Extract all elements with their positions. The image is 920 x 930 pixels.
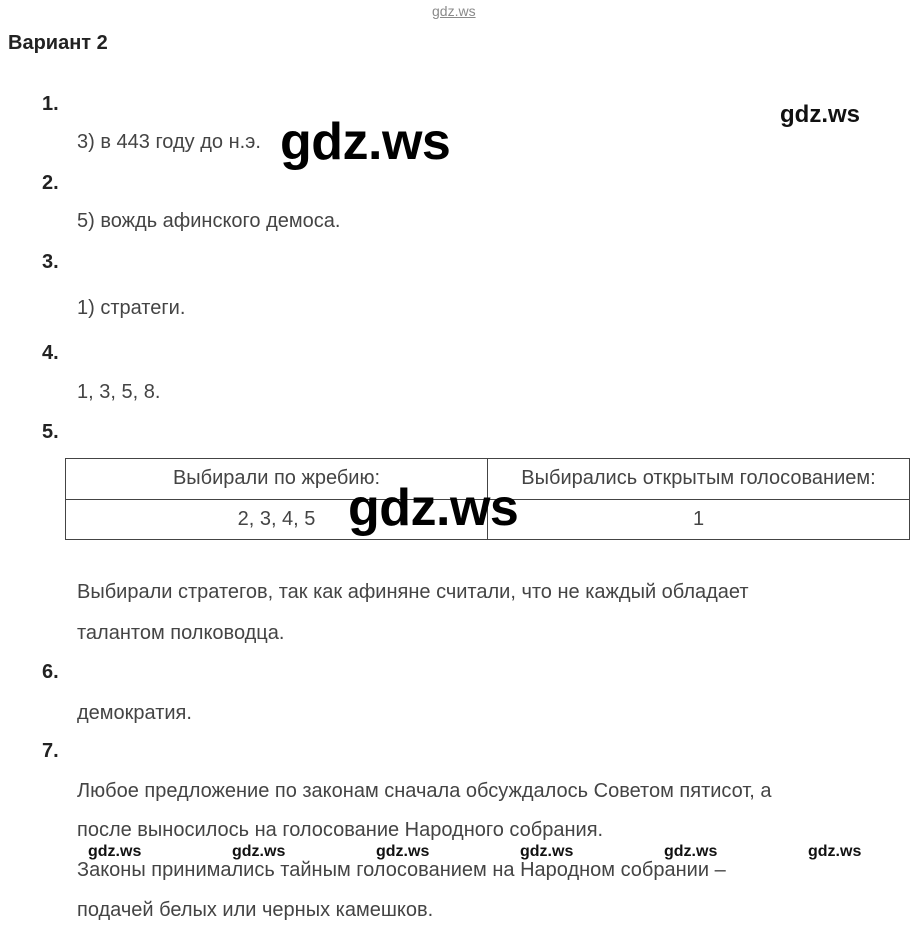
page-title: Вариант 2 xyxy=(8,32,108,54)
watermark-small-6: gdz.ws xyxy=(808,843,862,860)
table-cell-vote: 1 xyxy=(488,499,910,540)
item-answer-2: 5) вождь афинского демоса. xyxy=(77,210,341,232)
item7-text-line-3: Законы принимались тайным голосованием на Народном собрании – xyxy=(77,859,726,881)
watermark-small-2: gdz.ws xyxy=(232,843,286,860)
table-header-vote: Выбирались открытым голосованием: xyxy=(488,459,910,500)
item5-text-line-1: Выбирали стратегов, так как афиняне считали, что не каждый обладает xyxy=(77,581,749,603)
item-number-7: 7. xyxy=(42,740,59,762)
watermark-top: gdz.ws xyxy=(432,3,476,19)
watermark-large-2: gdz.ws xyxy=(348,479,519,537)
item-number-6: 6. xyxy=(42,661,59,683)
item-answer-1: 3) в 443 году до н.э. xyxy=(77,131,261,153)
item-answer-4: 1, 3, 5, 8. xyxy=(77,381,161,403)
watermark-small-5: gdz.ws xyxy=(664,843,718,860)
item7-text-line-2: после выносилось на голосование Народного собрания. xyxy=(77,819,604,841)
watermark-right: gdz.ws xyxy=(780,101,861,128)
item-number-3: 3. xyxy=(42,251,59,273)
table-header-lot: Выбирали по жребию: xyxy=(66,459,488,500)
item-answer-6: демократия. xyxy=(77,702,192,724)
item-answer-3: 1) стратеги. xyxy=(77,297,186,319)
table-cell-lot: 2, 3, 4, 5 xyxy=(66,499,488,540)
watermark-large-1: gdz.ws xyxy=(280,113,451,171)
item7-text-line-1: Любое предложение по законам сначала обсуждалось Советом пятисот, а xyxy=(77,780,772,802)
item7-text-line-4: подачей белых или черных камешков. xyxy=(77,899,434,921)
item-number-4: 4. xyxy=(42,342,59,364)
watermark-small-3: gdz.ws xyxy=(376,843,430,860)
watermark-small-4: gdz.ws xyxy=(520,843,574,860)
item5-text-line-2: талантом полководца. xyxy=(77,622,285,644)
item-number-2: 2. xyxy=(42,172,59,194)
watermark-small-1: gdz.ws xyxy=(88,843,142,860)
item-number-5: 5. xyxy=(42,421,59,443)
item-number-1: 1. xyxy=(42,93,59,115)
